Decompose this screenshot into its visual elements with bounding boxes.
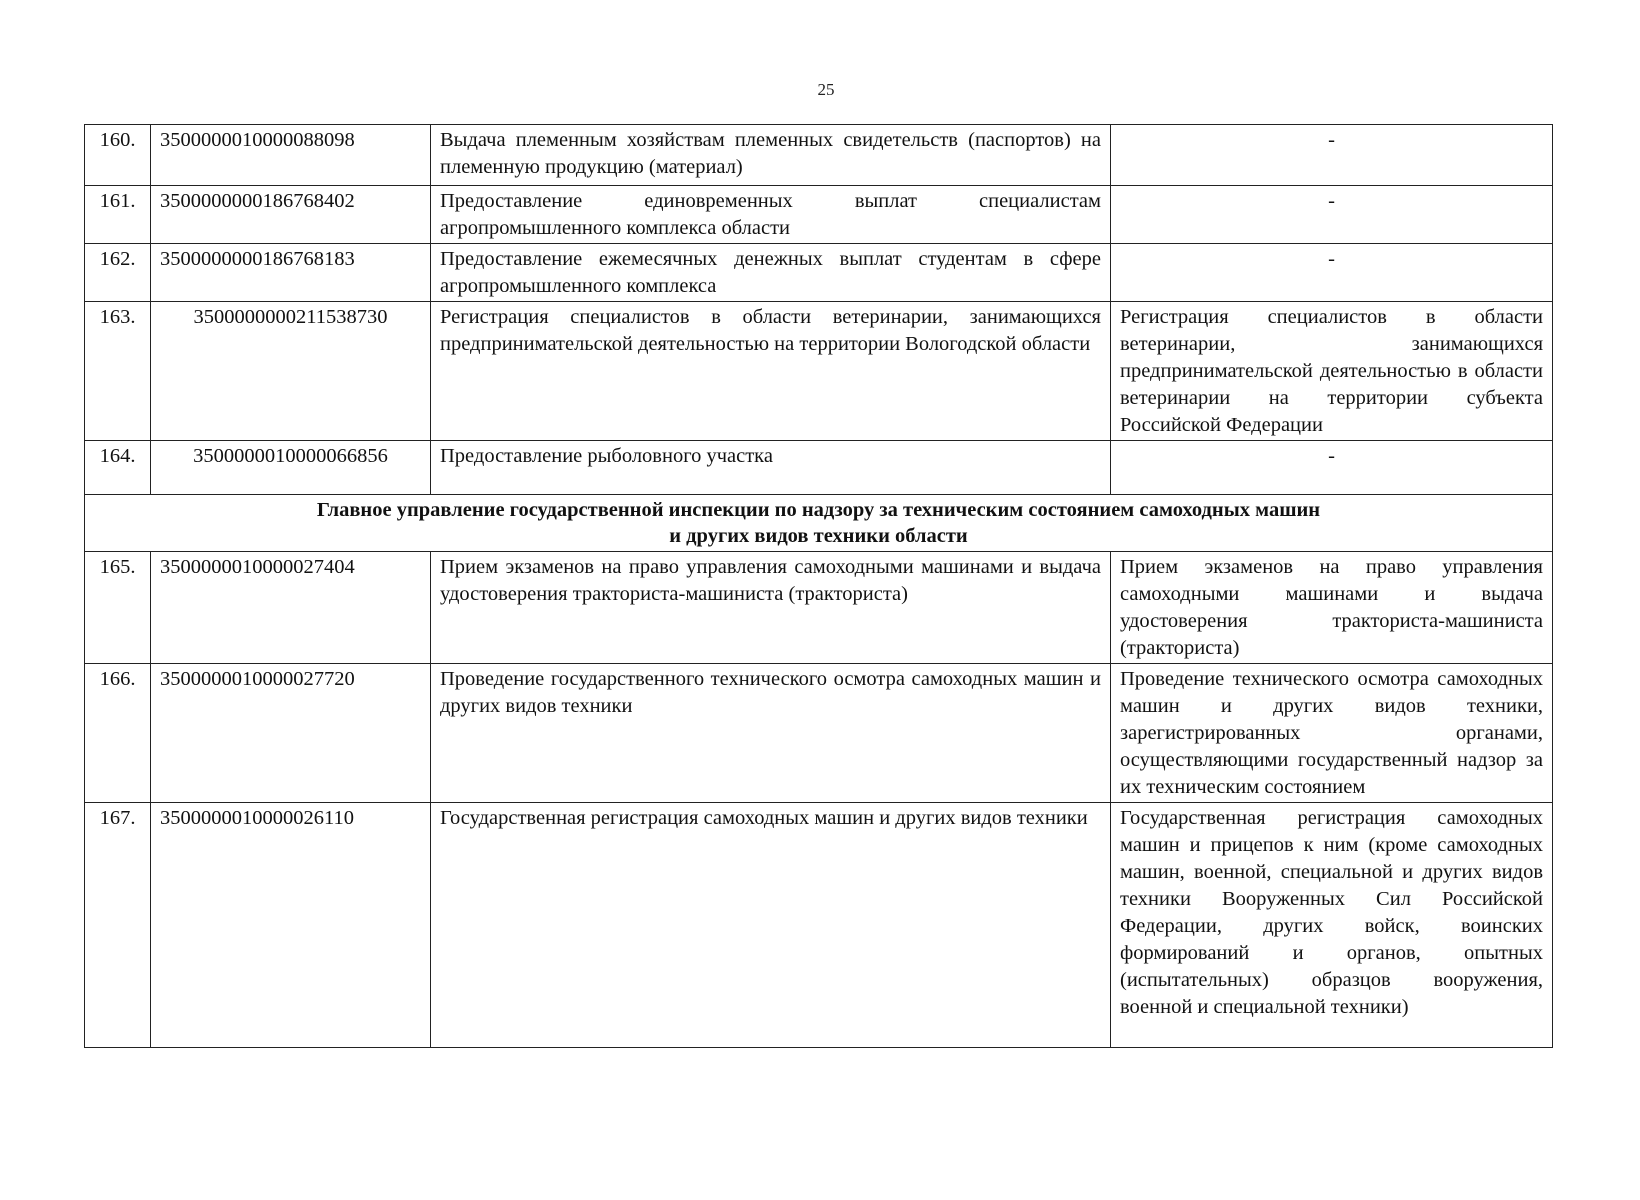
services-table xyxy=(84,124,1553,1048)
row-number: 167. xyxy=(85,803,151,1048)
table-row xyxy=(85,125,1553,186)
table-row xyxy=(85,244,1553,302)
table-row xyxy=(85,441,1553,495)
section-heading xyxy=(85,495,1553,552)
service-name: Предоставление ежемесячных денежных выплат студентам в сфере агропромышленного комплекса xyxy=(431,244,1111,302)
federal-service: - xyxy=(1111,125,1553,186)
table-row xyxy=(85,302,1553,441)
service-name: Проведение государственного технического осмотра самоходных машин и других видов техники xyxy=(431,664,1111,803)
section-heading-line1: Главное управление государственной инспекции по надзору за техническим состоянием самоходных машин xyxy=(316,499,1321,521)
section-row xyxy=(85,495,1553,552)
service-code: 3500000010000026110 xyxy=(151,803,431,1048)
service-name: Предоставление рыболовного участка xyxy=(431,441,1111,495)
service-code: 3500000000186768183 xyxy=(151,244,431,302)
federal-service: Регистрация специалистов в области ветеринарии, занимающихся предпринимательской деятельностью в области ветеринарии на территории субъекта Российской Федерации xyxy=(1111,302,1553,441)
service-name: Государственная регистрация самоходных машин и других видов техники xyxy=(431,803,1111,1048)
service-code: 3500000000186768402 xyxy=(151,186,431,244)
service-name: Предоставление единовременных выплат специалистам агропромышленного комплекса области xyxy=(431,186,1111,244)
federal-service: - xyxy=(1111,186,1553,244)
service-name: Выдача племенным хозяйствам племенных свидетельств (паспортов) на племенную продукцию (материал) xyxy=(431,125,1111,186)
service-code: 3500000000211538730 xyxy=(151,302,431,441)
service-code: 3500000010000027404 xyxy=(151,552,431,664)
row-number: 162. xyxy=(85,244,151,302)
federal-service: - xyxy=(1111,441,1553,495)
federal-service: Прием экзаменов на право управления самоходными машинами и выдача удостоверения тракториста-машиниста (тракториста) xyxy=(1111,552,1553,664)
table-row xyxy=(85,552,1553,664)
federal-service: Государственная регистрация самоходных машин и прицепов к ним (кроме самоходных машин, военной, специальной и других видов техники Вооруженных Сил Российской Федерации, других войск, воинских формирований и органов, опытных (испытательных) образцов вооружения, военной и специальной техники) xyxy=(1111,803,1553,1048)
service-code: 3500000010000027720 xyxy=(151,664,431,803)
federal-service: Проведение технического осмотра самоходных машин и других видов техники, зарегистрированных органами, осуществляющими государственный надзор за их техническим состоянием xyxy=(1111,664,1553,803)
table-row xyxy=(85,664,1553,803)
service-name: Регистрация специалистов в области ветеринарии, занимающихся предпринимательской деятельностью на территории Вологодской области xyxy=(431,302,1111,441)
row-number: 161. xyxy=(85,186,151,244)
section-heading-line2: и других видов техники области xyxy=(669,525,968,547)
service-code: 3500000010000088098 xyxy=(151,125,431,186)
federal-service: - xyxy=(1111,244,1553,302)
page-number: 25 xyxy=(817,80,835,99)
row-number: 166. xyxy=(85,664,151,803)
row-number: 163. xyxy=(85,302,151,441)
row-number: 160. xyxy=(85,125,151,186)
row-number: 164. xyxy=(85,441,151,495)
table-row xyxy=(85,186,1553,244)
service-code: 3500000010000066856 xyxy=(151,441,431,495)
service-name: Прием экзаменов на право управления самоходными машинами и выдача удостоверения тракториста-машиниста (тракториста) xyxy=(431,552,1111,664)
row-number: 165. xyxy=(85,552,151,664)
table-row xyxy=(85,803,1553,1048)
